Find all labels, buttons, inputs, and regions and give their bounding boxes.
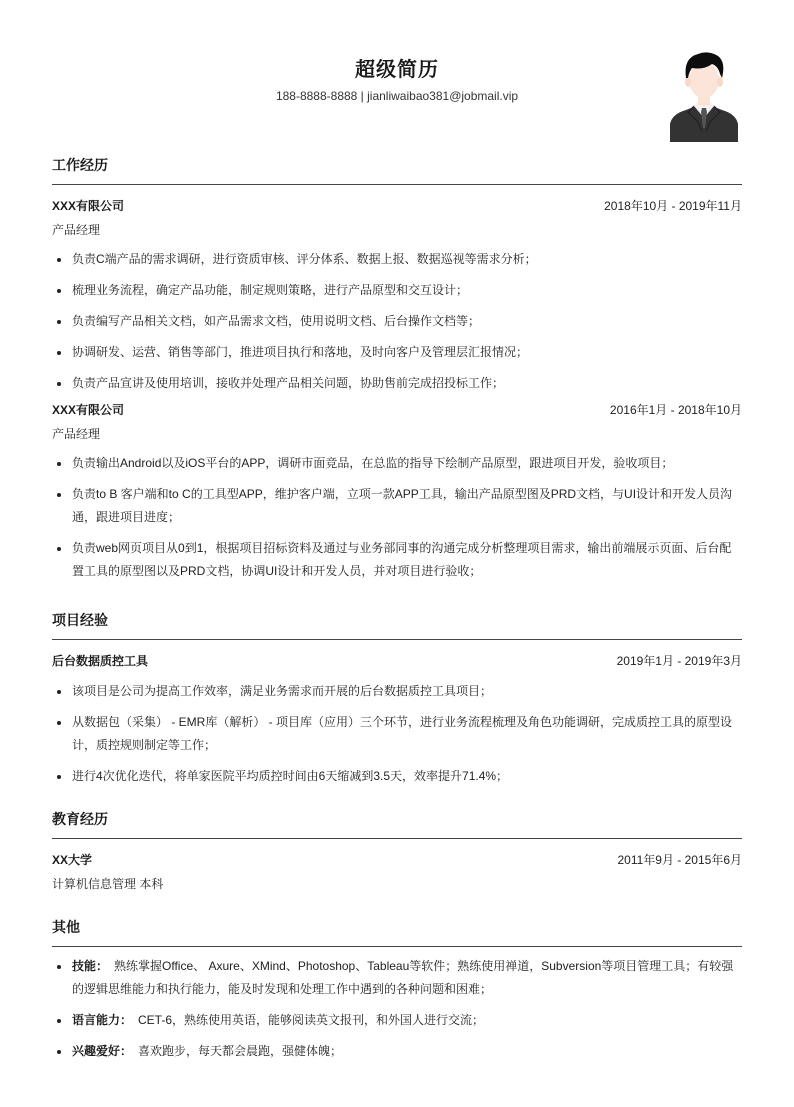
project-details-list (52, 680, 742, 788)
education-entry (52, 849, 742, 894)
list-item: 负责web网页项目从0到1，根据项目招标资料及通过与业务部同事的沟通完成分析整理项目需求，输出前端展示页面、后台配置工具的原型图以及PRD文档，协调UI设计和开发人员，并对项目进行验收； (52, 537, 742, 583)
job-role: 产品经理 (52, 223, 101, 237)
school-name: XX大学 (52, 852, 93, 867)
candidate-name: 超级简历 (355, 59, 439, 81)
list-item: 负责编写产品相关文档，如产品需求文档，使用说明文档、后台操作文档等； (52, 310, 742, 333)
list-item: 负责输出Android以及iOS平台的APP，调研市面竞品，在总监的指导下绘制产品原型，跟进项目开发，验收项目； (52, 452, 742, 475)
work-entry (52, 195, 742, 395)
date-range: 2011年9月 - 2015年6月 (617, 852, 742, 867)
language-item (52, 1009, 742, 1032)
male-avatar-suit-icon (668, 48, 740, 142)
job-role: 产品经理 (52, 427, 101, 441)
responsibility-list (52, 452, 742, 583)
responsibility-list (52, 248, 742, 395)
list-item: 负责C端产品的需求调研，进行资质审核、评分体系、数据上报、数据巡视等需求分析； (52, 248, 742, 271)
contact-info: 188-8888-8888 | jianliwaibao381@jobmail.vip (275, 89, 519, 103)
section-title-other: 其他 (52, 919, 80, 935)
other-section (52, 914, 742, 1063)
education-section (52, 806, 742, 894)
skills-item (52, 955, 742, 1001)
resume-page (52, 0, 742, 1058)
work-entry (52, 399, 742, 583)
section-divider (52, 838, 742, 839)
list-item: 负责产品宣讲及使用培训，接收并处理产品相关问题，协助售前完成招投标工作； (52, 372, 742, 395)
date-range: 2019年1月 - 2019年3月 (616, 653, 742, 668)
other-list (52, 955, 742, 1063)
section-title-work: 工作经历 (52, 157, 108, 173)
project-name: 后台数据质控工具 (52, 653, 149, 668)
item-label: 技能： (72, 959, 109, 973)
item-label: 兴趣爱好： (72, 1044, 133, 1058)
section-title-education: 教育经历 (52, 811, 108, 827)
date-range: 2016年1月 - 2018年10月 (609, 402, 742, 417)
section-divider (52, 184, 742, 185)
list-item: 进行4次优化迭代，将单家医院平均质控时间由6天缩减到3.5天，效率提升71.4%； (52, 765, 742, 788)
company-name: XXX有限公司 (52, 402, 125, 417)
section-divider (52, 946, 742, 947)
item-text: 熟练掌握Office、 Axure、XMind、Photoshop、Tableau等软件；熟练使用禅道，Subversion等项目管理工具；有较强的逻辑思维能力和执行能力，能及时发现和处理工作中遇到的各种问题和困难； (72, 959, 734, 996)
section-title-projects: 项目经验 (52, 612, 108, 628)
company-name: XXX有限公司 (52, 198, 125, 213)
project-entry (52, 650, 742, 788)
hobbies-item (52, 1040, 742, 1063)
item-text: CET-6，熟练使用英语，能够阅读英文报刊，和外国人进行交流； (138, 1013, 485, 1027)
list-item: 该项目是公司为提高工作效率，满足业务需求而开展的后台数据质控工具项目； (52, 680, 742, 703)
project-experience-section (52, 607, 742, 788)
item-text: 喜欢跑步，每天都会晨跑，强健体魄； (138, 1044, 343, 1058)
resume-header (52, 0, 742, 150)
list-item: 协调研发、运营、销售等部门，推进项目执行和落地，及时向客户及管理层汇报情况； (52, 341, 742, 364)
section-divider (52, 639, 742, 640)
major-degree: 计算机信息管理 本科 (52, 877, 164, 891)
list-item: 负责to B 客户端和to C的工具型APP，维护客户端，立项一款APP工具，输出产品原型图及PRD文档，与UI设计和开发人员沟通，跟进项目进度； (52, 483, 742, 529)
list-item: 梳理业务流程，确定产品功能，制定规则策略，进行产品原型和交互设计； (52, 279, 742, 302)
item-label: 语言能力： (72, 1013, 133, 1027)
list-item: 从数据包（采集） - EMR库（解析） - 项目库（应用）三个环节，进行业务流程梳理及角色功能调研，完成质控工具的原型设计，质控规则制定等工作； (52, 711, 742, 757)
work-experience-section (52, 152, 742, 583)
date-range: 2018年10月 - 2019年11月 (604, 198, 742, 213)
